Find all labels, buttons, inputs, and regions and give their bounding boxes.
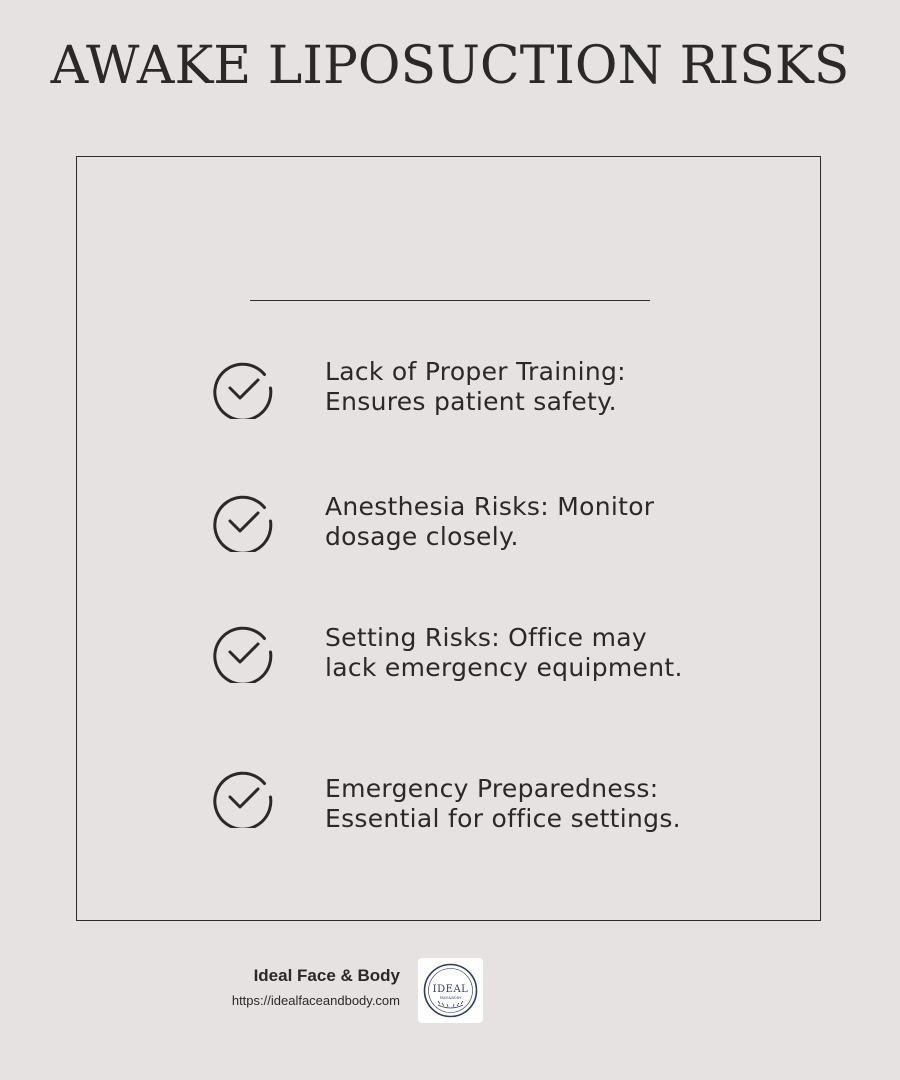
footer-brand	[232, 965, 400, 1009]
brand-url[interactable]: https://idealfaceandbody.com	[231, 993, 400, 1008]
risk-item-training	[212, 357, 732, 423]
risk-line-2: lack emergency equipment.	[325, 653, 683, 682]
page-title: AWAKE LIPOSUCTION RISKS	[50, 36, 850, 96]
risk-line-2: Essential for office settings.	[325, 804, 681, 833]
risk-text	[325, 492, 745, 552]
risk-text	[325, 623, 745, 683]
risk-line-1: Emergency Preparedness:	[325, 774, 659, 803]
risk-line-1: Anesthesia Risks: Monitor	[325, 492, 655, 521]
check-circle-icon	[212, 766, 274, 828]
logo-wordmark: IDEAL	[432, 984, 469, 995]
ideal-logo-icon	[418, 958, 483, 1023]
risk-line-2: Ensures patient safety.	[325, 387, 617, 416]
risk-item-emergency	[212, 766, 732, 832]
risk-text	[325, 357, 745, 417]
brand-logo	[418, 958, 483, 1023]
risk-item-setting	[212, 621, 732, 687]
check-circle-icon	[212, 621, 274, 683]
risk-line-1: Setting Risks: Office may	[325, 623, 647, 652]
divider-line	[250, 300, 650, 301]
check-circle-icon	[212, 357, 274, 419]
check-circle-icon	[212, 490, 274, 552]
brand-name: Ideal Face & Body	[253, 966, 400, 985]
logo-subtext: FACE&BODY	[439, 996, 462, 1000]
risk-text	[325, 774, 745, 834]
risk-line-1: Lack of Proper Training:	[325, 357, 626, 386]
risk-line-2: dosage closely.	[325, 522, 519, 551]
risk-item-anesthesia	[212, 490, 732, 556]
